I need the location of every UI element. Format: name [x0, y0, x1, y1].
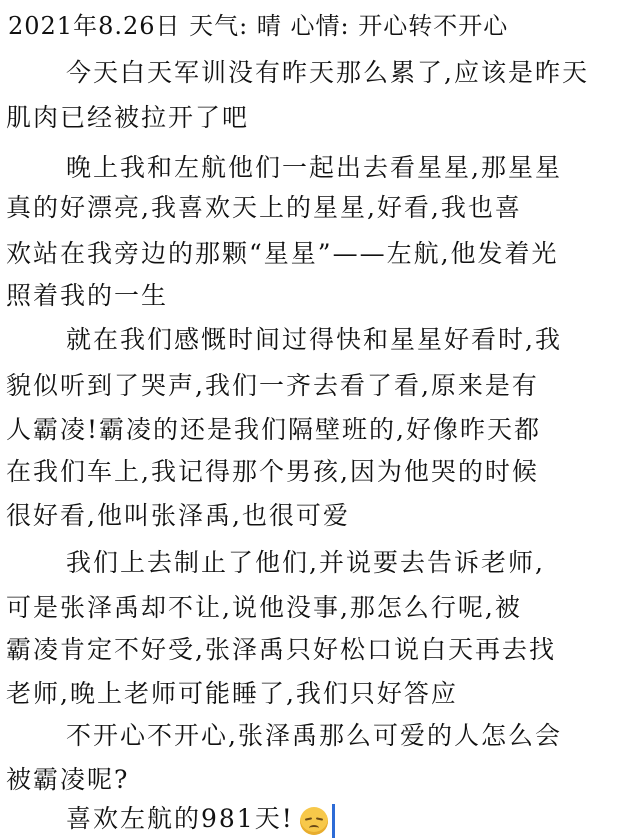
text-line: 不开心不开心,张泽禹那么可爱的人怎么会	[66, 721, 562, 750]
text-line: 霸凌肯定不好受,张泽禹只好松口说白天再去找	[6, 635, 556, 664]
text-line: 在我们车上,我记得那个男孩,因为他哭的时候	[6, 457, 539, 486]
pensive-face-icon	[300, 807, 328, 835]
text-line: 欢站在我旁边的那颗“星星”——左航,他发着光	[6, 239, 559, 268]
text-line: 真的好漂亮,我喜欢天上的星星,好看,我也喜	[6, 193, 522, 222]
text-line: 人霸凌!霸凌的还是我们隔壁班的,好像昨天都	[6, 415, 541, 444]
text-cursor	[332, 804, 335, 838]
text-line: 就在我们感慨时间过得快和星星好看时,我	[66, 325, 562, 354]
text-line: 很好看,他叫张泽禹,也很可爱	[6, 501, 350, 530]
text-line: 我们上去制止了他们,并说要去告诉老师,	[66, 548, 545, 577]
diary-header: 2021年8.26日 天气: 晴 心情: 开心转不开心	[8, 12, 509, 40]
text-line: 晚上我和左航他们一起出去看星星,那星星	[66, 153, 562, 182]
text-line: 今天白天军训没有昨天那么累了,应该是昨天	[66, 58, 589, 87]
text-line: 照着我的一生	[6, 281, 169, 310]
text-line: 可是张泽禹却不让,说他没事,那怎么行呢,被	[6, 593, 522, 622]
closing-text: 喜欢左航的981天!	[66, 804, 294, 833]
text-line: 肌肉已经被拉开了吧	[6, 103, 250, 132]
text-line: 貌似听到了哭声,我们一齐去看了看,原来是有	[6, 371, 539, 400]
closing-line	[66, 799, 335, 839]
text-line: 老师,晚上老师可能睡了,我们只好答应	[6, 679, 458, 708]
text-line: 被霸凌呢?	[6, 765, 130, 794]
